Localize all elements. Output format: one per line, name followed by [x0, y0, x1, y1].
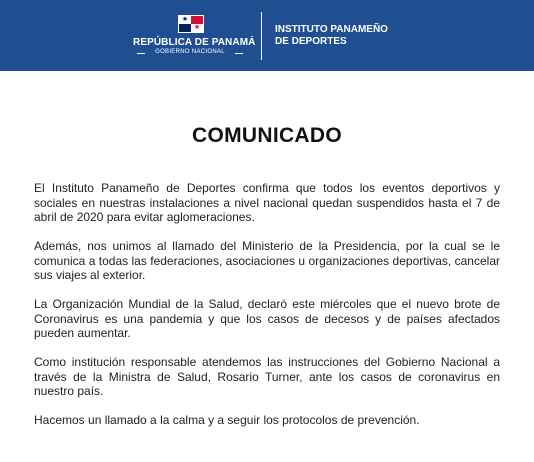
divider-line [137, 53, 145, 54]
divider-line [235, 53, 243, 54]
paragraph: Además, nos unimos al llamado del Ministerio de la Presidencia, por la cual se le comunica a todas las federaciones, asociaciones u organizaciones deportivas, cancelar sus viajes al exterior. [34, 239, 500, 282]
panama-flag-icon: ★ ★ [178, 15, 204, 33]
institute-name [275, 24, 425, 48]
government-label: GOBIERNO NACIONAL [155, 49, 225, 55]
document-body [34, 181, 500, 442]
header-banner [0, 0, 534, 71]
institute-name-line-2: DE DEPORTES [275, 36, 347, 47]
paragraph: Hacemos un llamado a la calma y a seguir los protocolos de prevención. [34, 413, 420, 427]
paragraph: Como institución responsable atendemos las instrucciones del Gobierno Nacional a través de la Ministra de Salud, Rosario Turner, ante los casos de coronavirus en nuestro país. [34, 355, 500, 398]
paragraph: El Instituto Panameño de Deportes confirma que todos los eventos deportivos y sociales en nuestras instalaciones a nivel nacional quedan suspendidos hasta el 7 de abril de 2020 para evitar aglomeraciones. [34, 181, 500, 224]
country-name: REPÚBLICA DE PANAMÁ [133, 37, 256, 48]
paragraph: La Organización Mundial de la Salud, declaró este miércoles que el nuevo brote de Coronavirus es una pandemia y que los casos de decesos y de países afectados pueden aumentar. [34, 297, 500, 340]
document-title: COMUNICADO [192, 124, 342, 147]
header-divider [261, 12, 262, 60]
institute-name-line-1: INSTITUTO PANAMEÑO [275, 24, 388, 35]
